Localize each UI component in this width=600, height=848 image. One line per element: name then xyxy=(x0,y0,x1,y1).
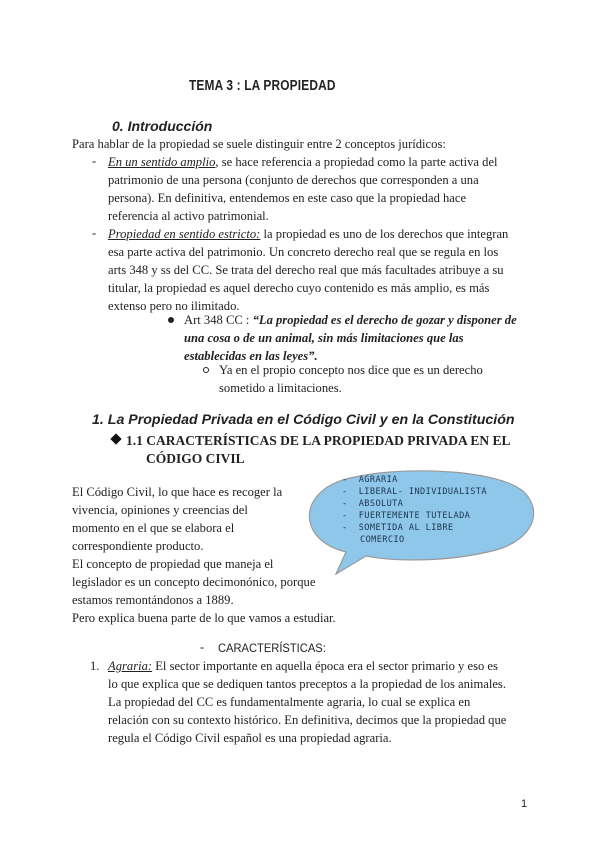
page-number: 1 xyxy=(521,798,528,810)
art-first-line xyxy=(184,312,517,328)
point1-first-line xyxy=(108,658,498,674)
item2-line: extenso pero no ilimitado. xyxy=(108,299,240,313)
point1-line: lo que explica que se dediquen tantos preceptos a la propiedad de los animales. xyxy=(108,677,506,691)
item1-line: patrimonio de una persona (conjunto de derechos que corresponden a una xyxy=(108,173,479,187)
paragraph-line: vivencia, opiniones y creencias del xyxy=(72,503,248,517)
art-sub-line: Ya en el propio concepto nos dice que es un derecho xyxy=(219,363,483,377)
dash-bullet: - xyxy=(92,154,97,168)
art-quote-line: establecidas en las leyes”. xyxy=(184,349,318,363)
point1-line: El sector importante en aquella época era el sector primario y eso es xyxy=(152,659,498,673)
section1-sub-heading: CÓDIGO CIVIL xyxy=(146,451,245,466)
paragraph-line: El concepto de propiedad que maneja el xyxy=(72,557,274,571)
dash-bullet: - xyxy=(92,226,97,240)
art-quote-line: una cosa o de un animal, sin más limitaciones que las xyxy=(184,331,464,345)
item2-line: la propiedad es uno de los derechos que integran xyxy=(260,227,509,241)
point1-number: 1. xyxy=(90,659,100,673)
item1-line: persona). En definitiva, entendemos en este caso que la propiedad hace xyxy=(108,191,467,205)
item2-line: titular, la propiedad es aquel derecho cuyo contenido es más amplio, es más xyxy=(108,281,490,295)
bullet-dot-icon xyxy=(168,317,174,323)
item1-line: , se hace referencia a propiedad como la parte activa del xyxy=(215,155,498,169)
point1-line: regula el Código Civil español es una propiedad agraria. xyxy=(108,731,392,745)
diamond-bullet-icon xyxy=(110,433,121,444)
paragraph-line: El Código Civil, lo que hace es recoger la xyxy=(72,485,283,499)
paragraph-line: estamos remontándonos a 1889. xyxy=(72,593,234,607)
point1-line: relación con su contexto histórico. En definitiva, decimos que la propiedad que xyxy=(108,713,507,727)
dash-bullet: - xyxy=(200,640,205,654)
bubble-item: - SOMETIDA AL LIBRE xyxy=(342,523,454,533)
paragraph-line: correspondiente producto. xyxy=(72,539,204,553)
bubble-item: - ABSOLUTA xyxy=(342,499,404,509)
document-title: TEMA 3 : LA PROPIEDAD xyxy=(189,78,336,94)
section1-sub-heading: 1.1 CARACTERÍSTICAS DE LA PROPIEDAD PRIVADA EN EL xyxy=(126,433,511,448)
intro-heading: 0. Introducción xyxy=(112,118,213,134)
bubble-item: - LIBERAL- INDIVIDUALISTA xyxy=(342,487,487,497)
bubble-item: COMERCIO xyxy=(360,535,405,545)
item2-first-line xyxy=(108,226,508,242)
art-sub-line: sometido a limitaciones. xyxy=(219,381,342,395)
point1-term: Agraria: xyxy=(108,659,153,673)
art-prefix: Art 348 CC : xyxy=(184,313,253,327)
item1-line: referencia al activo patrimonial. xyxy=(108,209,269,223)
item2-term: Propiedad en sentido estricto: xyxy=(108,227,261,241)
point1-line: La propiedad del CC es fundamentalmente agraria, lo cual se explica en xyxy=(108,695,471,709)
item1-term: En un sentido amplio xyxy=(108,155,216,169)
paragraph-line: momento en el que se elabora el xyxy=(72,521,235,535)
paragraph-line: Pero explica buena parte de lo que vamos a estudiar. xyxy=(72,611,336,625)
item2-line: arts 348 y ss del CC. Se trata del derecho real que más facultades atribuye a su xyxy=(108,263,504,277)
caracteristicas-label: CARACTERÍSTICAS: xyxy=(218,641,326,655)
item1-first-line xyxy=(108,154,498,170)
bubble-item: - FUERTEMENTE TUTELADA xyxy=(342,511,471,521)
intro-lead: Para hablar de la propiedad se suele distinguir entre 2 conceptos jurídicos: xyxy=(72,137,446,151)
item2-line: esa parte activa del patrimonio. Un concreto derecho real que se regula en los xyxy=(108,245,499,259)
bubble-item: - AGRARIA xyxy=(342,475,398,485)
paragraph-line: legislador es un concepto decimonónico, porque xyxy=(72,575,316,589)
section1-heading: 1. La Propiedad Privada en el Código Civil y en la Constitución xyxy=(92,412,515,428)
art-quote-line: “La propiedad es el derecho de gozar y disponer de xyxy=(252,313,517,327)
bullet-circle-icon xyxy=(203,367,209,373)
